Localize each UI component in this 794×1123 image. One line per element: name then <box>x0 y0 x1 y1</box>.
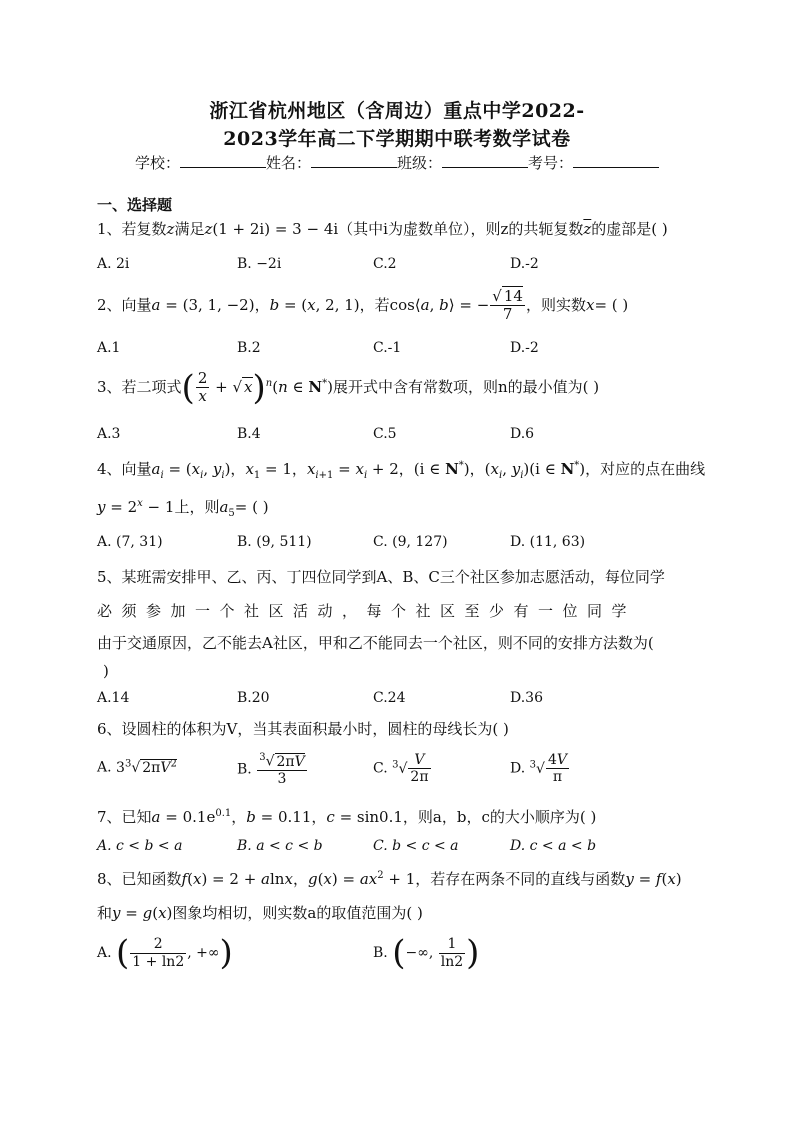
student-info-row <box>0 152 794 173</box>
school-label: 学校： <box>134 154 180 172</box>
q8-option-b[interactable]: B. (−∞, $\frac{1}{\ln 2}$ ) <box>373 933 480 973</box>
q5-options <box>97 690 737 716</box>
q7-option-c[interactable]: C. b < c < a <box>373 838 459 854</box>
q1-options <box>97 256 737 282</box>
school-blank[interactable] <box>180 153 266 168</box>
q2-options <box>97 340 737 366</box>
question-3: 3、若二项式( $\frac{2}{x}$ + √ x)$^n$(n ∈ N*)展开式中含有常数项，则n的最小值为( ) <box>97 367 600 408</box>
name-label: 姓名： <box>265 154 311 172</box>
class-label: 班级： <box>397 154 443 172</box>
question-5-line2: 必须参加一个社区活动，每个社区至少有一位同学 <box>97 602 637 620</box>
q4-option-a[interactable]: A. (7, 31) <box>97 534 163 550</box>
q3-binomial: ( $\frac{2}{x}$ + √ x)$^n$(n ∈ N*) <box>181 367 333 408</box>
q2-option-d[interactable]: D.-2 <box>510 340 539 356</box>
q1-option-a[interactable]: A. 2i <box>97 256 130 272</box>
question-1: 1、若复数z满足z(1 + 2i) = 3 − 4i（其中i为虚数单位），则z的共轭复数$\overline{z}$的虚部是( ) <box>97 220 668 238</box>
q8-functions: f(x) = 2 + alnx，$g(x) = ax^2 + 1$ <box>181 870 416 888</box>
q7-option-a[interactable]: A. c < b < a <box>97 838 183 854</box>
section-title: 一、选择题 <box>97 196 173 214</box>
q4-options <box>97 534 737 560</box>
q2-option-a[interactable]: A.1 <box>97 340 121 356</box>
name-blank[interactable] <box>311 153 397 168</box>
q6-option-d[interactable]: D. $^3$√ $\frac{4V}{\pi}$ <box>510 752 567 786</box>
exam-title-line2: 2023学年高二下学期期中联考数学试卷 <box>223 128 571 150</box>
question-5-line4: ) <box>103 662 109 680</box>
exam-number-blank[interactable] <box>573 153 659 168</box>
q2-vectors: a = (3, 1, −2)，b = (x, 2, 1) <box>151 295 360 314</box>
q2-option-c[interactable]: C.-1 <box>373 340 402 356</box>
q4-option-d[interactable]: D. (11, 63) <box>510 534 586 550</box>
q1-option-d[interactable]: D.-2 <box>510 256 539 272</box>
question-5-line3: 由于交通原因，乙不能去A社区，甲和乙不能同去一个社区，则不同的安排方法数为( <box>97 634 654 652</box>
q5-option-d[interactable]: D.36 <box>510 690 543 706</box>
q3-option-c[interactable]: C.5 <box>373 426 397 442</box>
q4-curve: $y = 2^x - 1$ <box>97 498 175 516</box>
q2-cos-expression: cos⟨a, b⟩ = − $\frac{√ 14}{7}$ <box>389 287 523 324</box>
question-7: 7、已知$a = 0.1e^{0.1}$，b = 0.11，c = sin0.1，则a，b，c的大小顺序为( ) <box>97 808 597 826</box>
q4-definition: $a_i = (x_i$, $y_i$)，$x_1 = 1$，$x_{i+1} = x_i + 2$，(i ∈ N*)，($x_i$, $y_i)(i$ ∈ N*) <box>151 460 586 481</box>
q6-option-c[interactable]: C. $^3$√ $\frac{V}{2\pi}$ <box>373 752 429 786</box>
q6-options <box>97 752 737 792</box>
q3-option-d[interactable]: D.6 <box>510 426 535 442</box>
q1-option-c[interactable]: C.2 <box>373 256 397 272</box>
question-6: 6、设圆柱的体积为V，当其表面积最小时，圆柱的母线长为( ) <box>97 720 509 738</box>
class-blank[interactable] <box>442 153 528 168</box>
q3-options <box>97 426 737 452</box>
q5-option-b[interactable]: B.20 <box>237 690 270 706</box>
question-5-line1: 5、某班需安排甲、乙、丙、丁四位同学到A、B、C三个社区参加志愿活动，每位同学 <box>97 568 665 586</box>
q7-options <box>97 838 737 864</box>
q4-option-b[interactable]: B. (9, 511) <box>237 534 312 550</box>
q7-option-b[interactable]: B. a < c < b <box>237 838 323 854</box>
q7-values: $a = 0.1e^{0.1}$，b = 0.11，c = sin0.1 <box>151 808 403 826</box>
question-2: 2、向量a = (3, 1, −2)，b = (x, 2, 1)，若cos⟨a, b⟩ = − $\frac{√ 14}{7}$ ，则实数x= ( ) <box>97 287 629 324</box>
q6-option-b[interactable]: B. $\frac{^3√ 2\pi V}{3}$ <box>237 752 305 787</box>
exam-number-label: 考号： <box>528 154 574 172</box>
q3-option-b[interactable]: B.4 <box>237 426 261 442</box>
exam-title-line1: 浙江省杭州地区（含周边）重点中学2022- <box>209 100 585 122</box>
q8-option-a[interactable]: A. ( $\frac{2}{1 + \ln 2}$ , +∞) <box>97 933 233 973</box>
question-8-line2: 和y = g(x)图象均相切，则实数a的取值范围为( ) <box>97 904 423 922</box>
question-4: 4、向量$a_i = (x_i$, $y_i$)，$x_1 = 1$，$x_{i+1} = x_i + 2$，(i ∈ N*)，($x_i$, $y_i)(i$ ∈ N*)，对应的点在曲线 <box>97 460 706 481</box>
q6-option-a[interactable]: A. $3^3√$ $2\pi V^2$ <box>97 758 177 776</box>
q1-option-b[interactable]: B. −2i <box>237 256 282 272</box>
q5-option-a[interactable]: A.14 <box>97 690 130 706</box>
q4-option-c[interactable]: C. (9, 127) <box>373 534 448 550</box>
q3-option-a[interactable]: A.3 <box>97 426 121 442</box>
question-8: 8、已知函数f(x) = 2 + alnx，$g(x) = ax^2 + 1$，若存在两条不同的直线与函数y = f(x) <box>97 870 682 888</box>
q1-equation: z(1 + 2i) = 3 − 4i <box>204 220 339 238</box>
question-4-line2: $y = 2^x - 1$上，则$a_5=$ ( ) <box>97 498 269 519</box>
q5-option-c[interactable]: C.24 <box>373 690 406 706</box>
q2-option-b[interactable]: B.2 <box>237 340 261 356</box>
q7-option-d[interactable]: D. c < a < b <box>510 838 597 854</box>
q8-options <box>97 933 737 980</box>
